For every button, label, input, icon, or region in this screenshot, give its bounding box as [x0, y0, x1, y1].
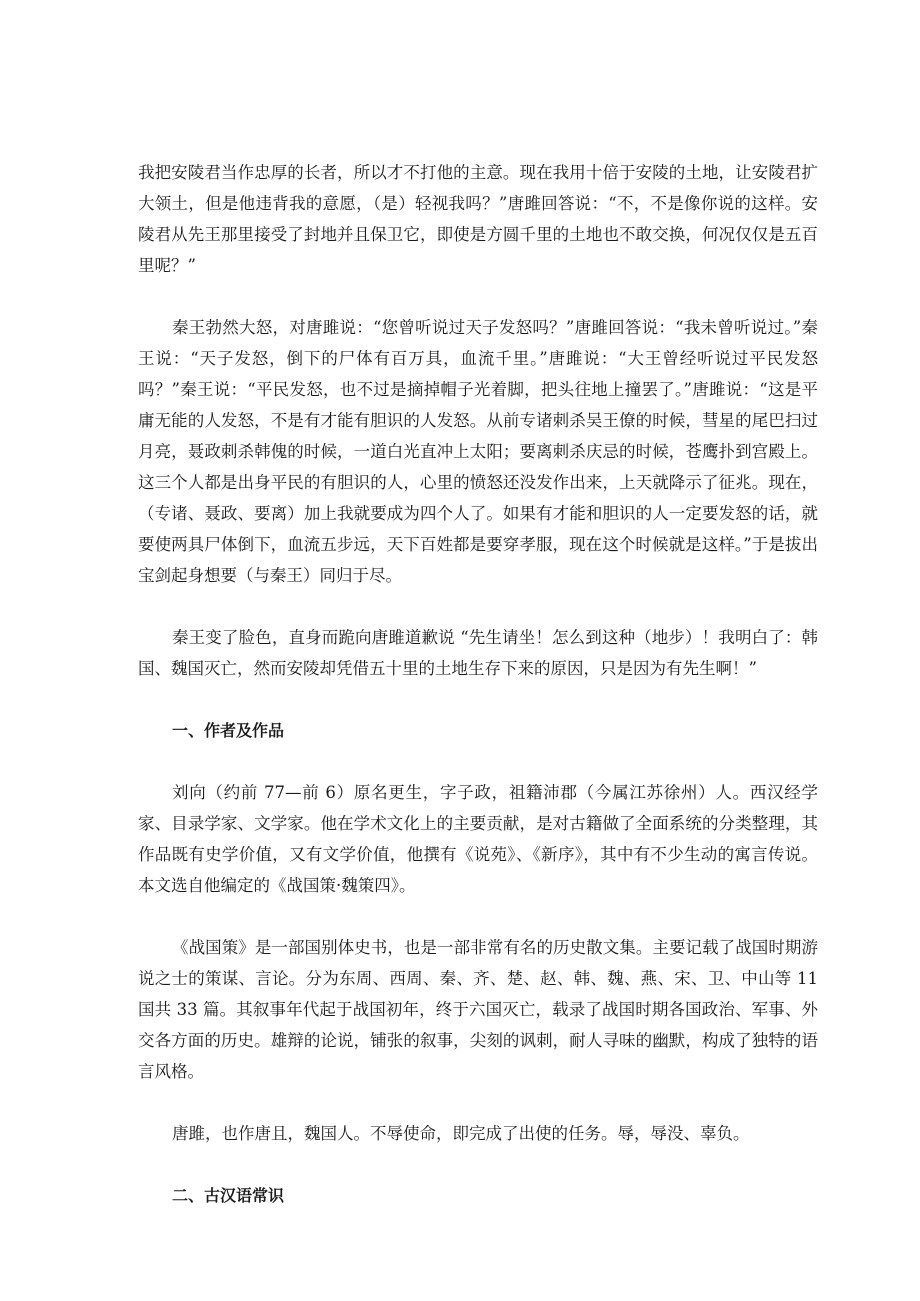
paragraph-translation-3: 秦王变了脸色，直身而跪向唐雎道歉说 “先生请坐！怎么到这种（地步）！我明白了：韩国、魏国灭亡，然而安陵却凭借五十里的土地生存下来的原因，只是因为有先生啊！” — [138, 628, 818, 678]
paragraph-tangju-note: 唐雎，也作唐且，魏国人。不辱使命，即完成了出使的任务。辱，辱没、辜负。 — [172, 1124, 750, 1143]
paragraph-author-bio: 刘向（约前 77—前 6）原名更生，字子政，祖籍沛郡（今属江苏徐州）人。西汉经学家、目录学家、文学家。他在学术文化上的主要贡献，是对古籍做了全面系统的分类整理，其作品既有史学价值，又有文学价值，他撰有《说苑》、《新序》，其中有不少生动的寓言传说。本文选自他编定的《战国策·魏策四》。 — [138, 783, 818, 895]
paragraph-zhanguoce: 《战国策》是一部国别体史书，也是一部非常有名的历史散文集。主要记载了战国时期游说之士的策谋、言论。分为东周、西周、秦、齐、楚、赵、韩、魏、燕、宋、卫、中山等 11 国共 33 篇。其叙事年代起于战国初年，终于六国灭亡，载录了战国时期各国政治、军事、外交各方面的历史。雄辩的论说，铺张的叙事，尖刻的讽刺，耐人寻味的幽默，构成了独特的语言风格。 — [138, 938, 818, 1081]
paragraph-translation-1: 我把安陵君当作忠厚的长者，所以才不打他的主意。现在我用十倍于安陵的土地，让安陵君扩大领土，但是他违背我的意愿，（是）轻视我吗？”唐雎回答说：“不，不是像你说的这样。安陵君从先王那里接受了封地并且保卫它，即使是方圆千里的土地也不敢交换，何况仅仅是五百里呢？” — [138, 163, 818, 275]
paragraph-translation-2: 秦王勃然大怒，对唐雎说：“您曾听说过天子发怒吗？”唐雎回答说：“我未曾听说过。”秦王说：“天子发怒，倒下的尸体有百万具，血流千里。”唐雎说：“大王曾经听说过平民发怒吗？”秦王说：“平民发怒，也不过是摘掉帽子光着脚，把头往地上撞罢了。”唐雎说：“这是平庸无能的人发怒，不是有才能有胆识的人发怒。从前专诸刺杀吴王僚的时候，彗星的尾巴扫过月亮，聂政刺杀韩傀的时候，一道白光直冲上太阳；要离刺杀庆忌的时候，苍鹰扑到宫殿上。这三个人都是出身平民的有胆识的人，心里的愤怒还没发作出来，上天就降示了征兆。现在，（专诸、聂政、要离）加上我就要成为四个人了。如果有才能和胆识的人一定要发怒的话，就要使两具尸体倒下，血流五步远，天下百姓都是要穿孝服，现在这个时候就是这样。”于是拔出宝剑起身想要（与秦王）同归于尽。 — [138, 318, 818, 585]
document-page — [138, 157, 818, 1211]
section-heading-classical-chinese: 二、古汉语常识 — [172, 1186, 285, 1205]
section-heading-author: 一、作者及作品 — [172, 721, 285, 740]
